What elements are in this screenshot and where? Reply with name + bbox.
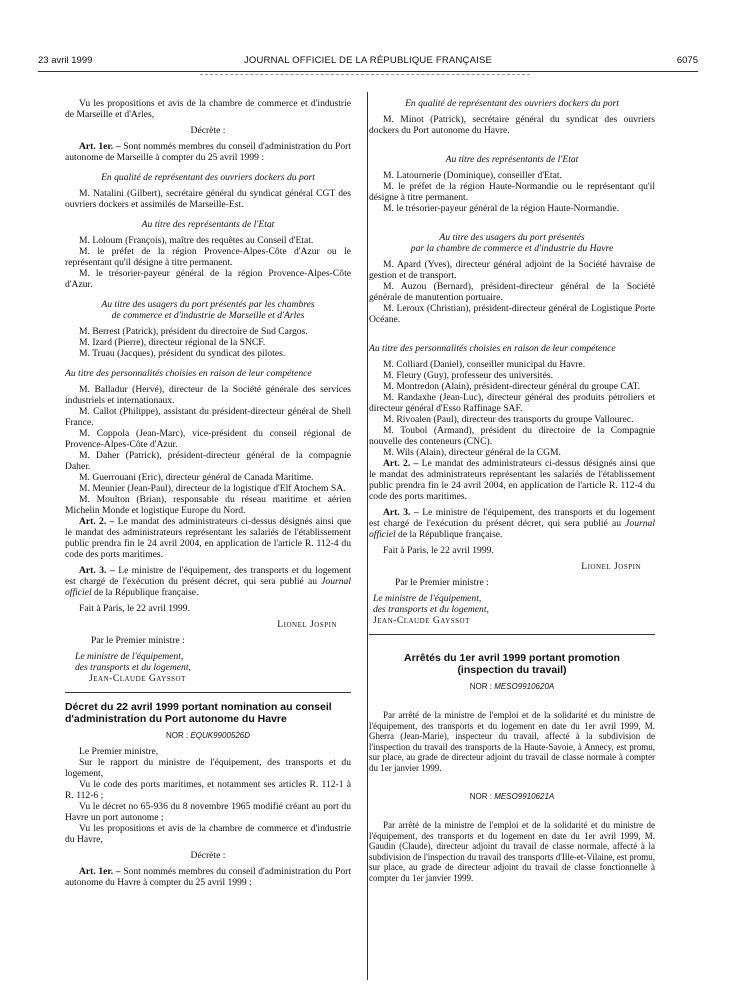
- article-text: Le mandat des administrateurs ci-dessus désignés ainsi que le mandat des administrateurs représentant les salariés de l'établissement public prendra fin le 24 avril 2004, en application de l'article R. 112-4 du code des ports maritimes.: [65, 516, 351, 560]
- member-entry: M. Leroux (Christian), président-directeur général de Logistique Porte Océane.: [369, 303, 655, 325]
- minister-title: Le ministre de l'équipement,: [75, 651, 184, 662]
- header-journal-title: JOURNAL OFFICIEL DE LA RÉPUBLIQUE FRANÇAISE: [243, 55, 493, 66]
- section-heading: Au titre des usagers du port présentés: [439, 232, 585, 243]
- member-entry: M. Callot (Philippe), assistant du président-directeur général de Shell France.: [65, 406, 351, 428]
- separator: [65, 692, 351, 693]
- article-label: Art. 1er. –: [79, 141, 121, 152]
- decrete: Décrète :: [190, 125, 226, 136]
- article-3: [65, 565, 351, 598]
- member-entry: M. le trésorier-payeur général de la région Provence-Alpes-Côte d'Azur.: [65, 268, 351, 290]
- paragraph: Sur le rapport du ministre de l'équipement, des transports et du logement,: [65, 757, 351, 779]
- member-entry: M. Daher (Patrick), président-directeur général de la compagnie Daher.: [65, 450, 351, 472]
- header-rule: [38, 71, 698, 72]
- nor-code: MESO9910620A: [494, 682, 555, 691]
- member-entry: M. Guerrouani (Eric), directeur général de Canada Maritime.: [79, 472, 314, 483]
- left-column: [65, 98, 351, 888]
- member-entry: M. le préfet de la région Haute-Normandie ou le représentant qu'il désigne à titre permanent.: [369, 181, 655, 203]
- article-text: Sont nommés membres du conseil d'administration du Port autonome de Marseille à compter du 25 avril 1999 :: [65, 141, 351, 163]
- member-entry: M. Latournerie (Dominique), conseiller d'Etat.: [383, 170, 562, 181]
- member-entry: M. Fleury (Guy), professeur des universités.: [383, 370, 553, 381]
- minister-title: Le ministre de l'équipement,: [373, 593, 482, 604]
- article-1: [65, 141, 351, 163]
- paragraph: Vu les propositions et avis de la chambre de commerce et d'industrie de Marseille et d'Arles,: [65, 98, 351, 120]
- member-entry: M. le préfet de la région Provence-Alpes-Côte d'Azur ou le représentant qu'il désigne à titre permanent.: [65, 246, 351, 268]
- nor-reference: [369, 681, 655, 692]
- member-entry: M. Toubol (Armand), président du directoire de la Compagnie nouvelle des conteneurs (CNC).: [369, 425, 655, 447]
- nor-reference: [65, 730, 351, 741]
- article-text: Le ministre de l'équipement, des transports et du logement est chargé de l'exécution du présent décret, qui sera publié au: [65, 565, 351, 587]
- article-text: de la République française.: [395, 529, 503, 540]
- member-entry: M. Meunier (Jean-Paul), directeur de la logistique d'Elf Atochem SA.: [79, 483, 346, 494]
- decret-title: Décret du 22 avril 1999 portant nomination au conseil d'administration du Port autonome du Havre: [65, 701, 332, 725]
- page-header: [38, 55, 698, 69]
- arrete-paragraph: Par arrêté de la ministre de l'emploi et de la solidarité et du ministre de l'équipement, des transports et du logement en date du 1er avril 1999, M. Gaudin (Claude), directeur adjoint du travail de classe normale, affecté à la subdivision de l'inspection du travail des transports d'Ille-et-Vilaine, est promu, sur place, au grade de directeur adjoint du travail de classe fonctionnelle à compter du 1er janvier 1999.: [369, 820, 655, 883]
- header-dashed-rule: [200, 74, 530, 75]
- member-entry: M. Izard (Pierre), directeur régional de la SNCF.: [79, 337, 266, 348]
- member-entry: M. Colliard (Daniel), conseiller municipal du Havre.: [383, 359, 586, 370]
- paragraph: Le Premier ministre,: [79, 746, 159, 757]
- journal-officiel: Journal officiel: [65, 576, 351, 598]
- article-label: Art. 3. –: [79, 565, 115, 576]
- member-entry: M. Minot (Patrick), secrétaire général du syndicat des ouvriers dockers du Port autonome du Havre.: [369, 114, 655, 136]
- article-label: Art. 1er. –: [79, 866, 121, 877]
- section-heading: Au titre des personnalités choisies en raison de leur compétence: [65, 368, 312, 379]
- article-2: [65, 516, 351, 560]
- member-entry: M. Randaxhe (Jean-Luc), directeur général des produits pétroliers et directeur général d'Esso Raffinage SAF.: [369, 392, 655, 414]
- section-heading: Au titre des usagers du port présentés par les chambres: [101, 299, 315, 310]
- nor-label: NOR :: [165, 731, 191, 740]
- par-le-premier-ministre: Par le Premier ministre :: [395, 577, 489, 588]
- article-label: Art. 2. –: [79, 516, 115, 527]
- separator: [369, 634, 655, 635]
- paragraph: Vu le décret no 65-936 du 8 novembre 1965 modifié créant au port du Havre un port autonome ;: [65, 801, 351, 823]
- member-entry: M. Berrest (Patrick), président du directoire de Sud Cargos.: [79, 326, 308, 337]
- nor-label: NOR :: [469, 792, 495, 801]
- article-label: Art. 3. –: [383, 507, 419, 518]
- article-1: [65, 866, 351, 888]
- member-entry: M. Natalini (Gilbert), secrétaire général du syndicat général CGT des ouvriers dockers et assimilés de Marseille-Est.: [65, 188, 351, 210]
- member-entry: M. le trésorier-payeur général de la région Haute-Normandie.: [383, 203, 620, 214]
- article-3: [369, 507, 655, 540]
- article-label: Art. 2. –: [383, 458, 419, 469]
- right-column: [369, 98, 655, 883]
- arretes-title: Arrêtés du 1er avril 1999 portant promotion: [404, 652, 620, 664]
- minister-title: des transports et du logement,: [373, 604, 489, 615]
- member-entry: M. Truau (Jacques), président du syndicat des pilotes.: [79, 348, 286, 359]
- nor-code: EQUK9900526D: [190, 731, 251, 740]
- member-entry: M. Rivoalen (Paul), directeur des transports du groupe Vallourec.: [383, 414, 634, 425]
- section-heading: de commerce et d'industrie de Marseille et d'Arles: [111, 310, 305, 321]
- signature: Lionel Jospin: [277, 619, 337, 630]
- section-heading: En qualité de représentant des ouvriers dockers du port: [405, 98, 619, 109]
- signature: Lionel Jospin: [581, 561, 641, 572]
- minister-block: [373, 593, 655, 626]
- minister-title: des transports et du logement,: [75, 662, 191, 673]
- member-entry: M. Balladur (Hervé), directeur de la Société générale des services industriels et internationaux.: [65, 384, 351, 406]
- article-text: de la République française.: [91, 587, 199, 598]
- par-le-premier-ministre: Par le Premier ministre :: [91, 635, 185, 646]
- member-entry: M. Loloum (François), maître des requêtes au Conseil d'Etat.: [79, 235, 314, 246]
- member-entry: M. Wils (Alain), directeur général de la CGM.: [383, 447, 561, 458]
- fait-a-paris: Fait à Paris, le 22 avril 1999.: [79, 603, 190, 614]
- arrete-paragraph: Par arrêté de la ministre de l'emploi et de la solidarité et du ministre de l'équipement, des transports et du logement en date du 1er avril 1999, M. Gherra (Jean-Marie), inspecteur du travail, affecté à la subdivision de l'inspection du travail des transports de la Haute-Savoie, à Annecy, est promu, sur place, au grade de directeur adjoint du travail de classe normale à compter du 1er janvier 1999.: [369, 710, 655, 773]
- section-heading: Au titre des personnalités choisies en raison de leur compétence: [369, 343, 616, 354]
- header-page-number: 6075: [676, 55, 698, 66]
- paragraph: Vu le code des ports maritimes, et notamment ses articles R. 112-1 à R. 112-6 ;: [65, 779, 351, 801]
- minister-name: Jean-Claude Gayssot: [89, 673, 186, 684]
- journal-officiel: Journal officiel: [369, 518, 655, 540]
- member-entry: M. Montredon (Alain), président-directeur général du groupe CAT.: [383, 381, 641, 392]
- section-heading: Au titre des représentants de l'Etat: [445, 154, 579, 165]
- column-divider: [367, 92, 368, 980]
- minister-block: [75, 651, 351, 684]
- member-entry: M. Coppola (Jean-Marc), vice-président du conseil régional de Provence-Alpes-Côte d'Azur.: [65, 428, 351, 450]
- fait-a-paris: Fait à Paris, le 22 avril 1999.: [383, 545, 494, 556]
- section-heading: par la chambre de commerce et d'industrie du Havre: [410, 243, 614, 254]
- nor-label: NOR :: [469, 682, 495, 691]
- paragraph: Vu les propositions et avis de la chambre de commerce et d'industrie du Havre,: [65, 823, 351, 845]
- minister-name: Jean-Claude Gayssot: [373, 615, 470, 626]
- section-heading: En qualité de représentant des ouvriers dockers du port: [101, 172, 315, 183]
- section-heading: Au titre des représentants de l'Etat: [141, 219, 275, 230]
- member-entry: M. Auzou (Bernard), président-directeur général de la Société générale de manutention portuaire.: [369, 281, 655, 303]
- nor-code: MESO9910621A: [494, 792, 555, 801]
- arretes-subtitle: (inspection du travail): [457, 664, 567, 676]
- member-entry: M. Moulton (Brian), responsable du réseau maritime et aérien Michelin Monde et logistique Europe du Nord.: [65, 494, 351, 516]
- member-entry: M. Apard (Yves), directeur général adjoint de la Société havraise de gestion et de transport.: [369, 259, 655, 281]
- article-text: Sont nommés membres du conseil d'administration du Port autonome du Havre à compter du 25 avril 1999 :: [65, 866, 351, 888]
- article-2: [369, 458, 655, 502]
- header-date: 23 avril 1999: [38, 55, 93, 66]
- nor-reference: [369, 791, 655, 802]
- decrete: Décrète :: [190, 850, 226, 861]
- article-text: Le mandat des administrateurs ci-dessus désignés ainsi que le mandat des administrateurs représentant les salariés de l'établissement public prendra fin le 24 avril 2004, en application de l'article R. 112-4 du code des ports maritimes.: [369, 458, 655, 502]
- article-text: Le ministre de l'équipement, des transports et du logement est chargé de l'exécution du présent décret, qui sera publié au: [369, 507, 655, 529]
